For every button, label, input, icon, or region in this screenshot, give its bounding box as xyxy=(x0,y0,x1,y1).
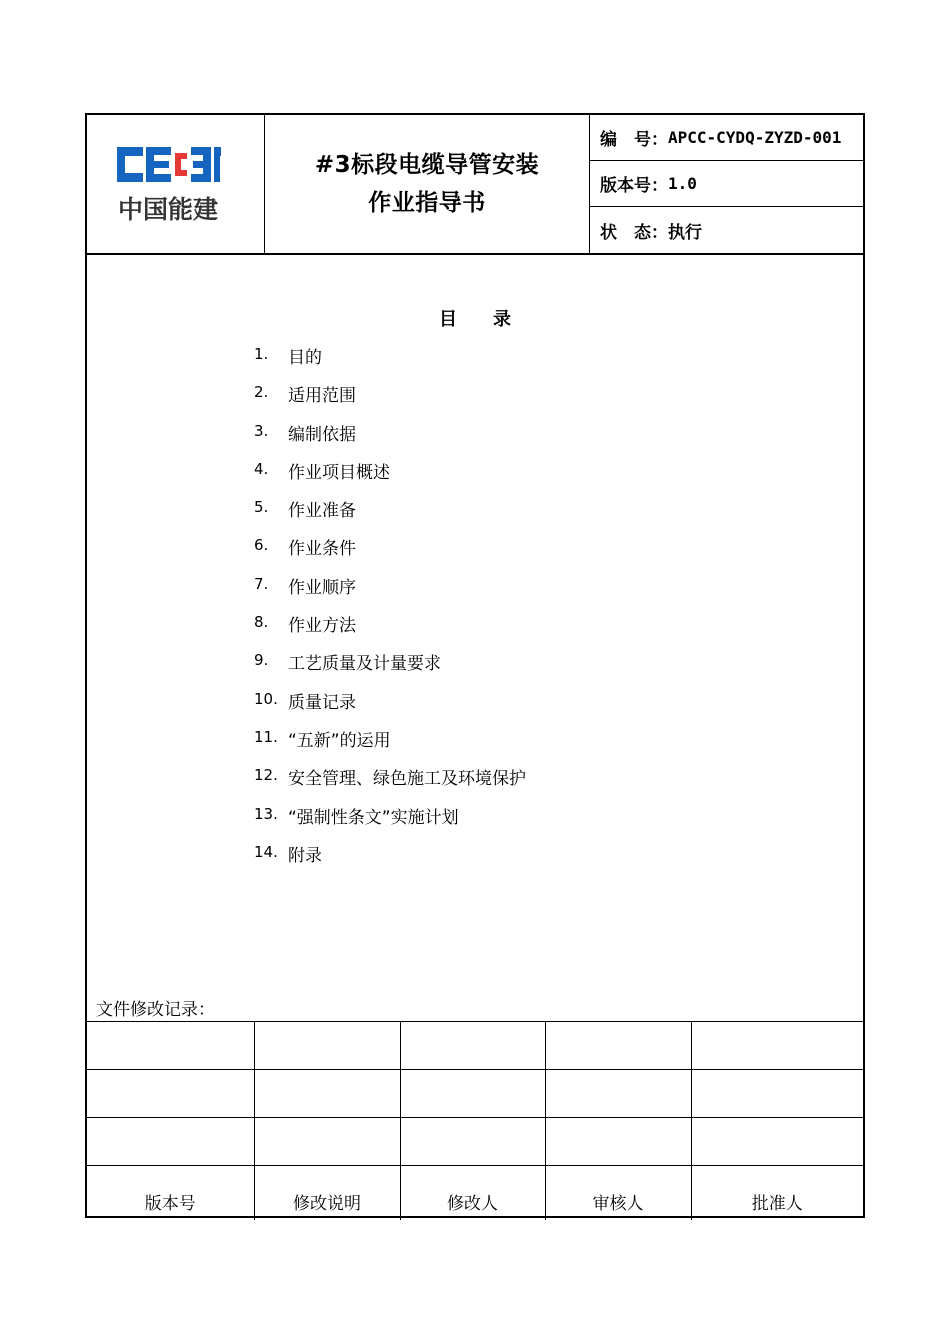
toc-item-number: 9. xyxy=(254,651,269,670)
document-header xyxy=(87,115,863,255)
toc-item-text: 质量记录 xyxy=(288,692,356,713)
toc-item-number: 14. xyxy=(254,842,278,861)
document-title-line1: #3标段电缆导管安装 xyxy=(314,152,540,178)
logo-chinese-text: 中国能建 xyxy=(117,195,219,224)
toc-item-number: 13. xyxy=(254,804,278,823)
toc-item xyxy=(254,573,526,611)
toc-item-number: 11. xyxy=(254,727,278,746)
table-cell xyxy=(691,1022,863,1070)
table-header-row xyxy=(87,1166,863,1221)
column-header-version: 版本号 xyxy=(87,1166,254,1221)
toc-item xyxy=(254,688,526,726)
toc-item-number: 7. xyxy=(254,574,269,593)
toc-item xyxy=(254,764,526,802)
document-title-line2: 作业指导书 xyxy=(368,190,486,216)
toc-item-text: 作业项目概述 xyxy=(288,462,390,483)
toc-item xyxy=(254,343,526,381)
table-cell xyxy=(400,1022,545,1070)
table-cell xyxy=(400,1118,545,1166)
document-title-cell xyxy=(265,115,590,253)
toc-item xyxy=(254,841,526,879)
revision-record-label: 文件修改记录： xyxy=(96,1000,215,1020)
status-value: 执行 xyxy=(668,222,702,243)
table-row xyxy=(87,1118,863,1166)
toc-item-number: 1. xyxy=(254,345,269,363)
column-header-modifier: 修改人 xyxy=(400,1166,545,1221)
table-cell xyxy=(254,1070,400,1118)
logo-cell xyxy=(87,115,265,253)
toc-item xyxy=(254,420,526,458)
toc-list xyxy=(254,343,526,879)
column-header-reviewer: 审核人 xyxy=(545,1166,691,1221)
toc-item xyxy=(254,534,526,572)
version-value: 1.0 xyxy=(668,174,697,193)
table-cell xyxy=(254,1022,400,1070)
table-cell xyxy=(87,1022,254,1070)
toc-item-text: “强制性条文”实施计划 xyxy=(288,807,459,828)
toc-item-text: 作业准备 xyxy=(288,501,356,522)
toc-item xyxy=(254,381,526,419)
status-row xyxy=(590,207,863,253)
table-cell xyxy=(400,1070,545,1118)
toc-item-number: 5. xyxy=(254,498,269,517)
doc-number-value: APCC-CYDQ-ZYZD-001 xyxy=(668,128,842,147)
table-cell xyxy=(691,1118,863,1166)
toc-title: 目 录 xyxy=(439,309,511,330)
toc-item-text: “五新”的运用 xyxy=(288,730,391,751)
toc-item xyxy=(254,458,526,496)
toc-item-text: 安全管理、绿色施工及环境保护 xyxy=(288,769,526,790)
table-cell xyxy=(87,1118,254,1166)
toc-item xyxy=(254,611,526,649)
document-frame xyxy=(85,113,865,1218)
toc-item-text: 适用范围 xyxy=(288,386,356,407)
toc-item-number: 4. xyxy=(254,459,269,478)
version-label: 版本号： xyxy=(600,176,668,196)
revision-record-table xyxy=(87,1021,863,1220)
table-cell xyxy=(691,1070,863,1118)
toc-item-text: 作业顺序 xyxy=(288,577,356,598)
toc-item xyxy=(254,649,526,687)
toc-item-text: 工艺质量及计量要求 xyxy=(288,654,441,675)
table-row xyxy=(87,1022,863,1070)
toc-item-number: 3. xyxy=(254,421,269,440)
table-cell xyxy=(545,1070,691,1118)
table-cell xyxy=(545,1022,691,1070)
table-row xyxy=(87,1070,863,1118)
table-cell xyxy=(545,1118,691,1166)
table-cell xyxy=(254,1118,400,1166)
toc-item-number: 10. xyxy=(254,689,278,708)
toc-item-number: 6. xyxy=(254,536,269,555)
toc-item-text: 作业方法 xyxy=(288,616,356,637)
doc-number-row xyxy=(590,115,863,161)
version-row xyxy=(590,161,863,207)
toc-item-number: 8. xyxy=(254,613,269,632)
status-label: 状 态： xyxy=(600,222,668,243)
toc-item xyxy=(254,726,526,764)
column-header-description: 修改说明 xyxy=(254,1166,400,1221)
toc-item-number: 2. xyxy=(254,383,269,402)
toc-item-text: 目的 xyxy=(288,348,322,368)
doc-number-label: 编 号： xyxy=(600,130,668,150)
ceec-logo xyxy=(87,115,264,253)
table-cell xyxy=(87,1070,254,1118)
column-header-approver: 批准人 xyxy=(691,1166,863,1221)
toc-item-text: 附录 xyxy=(288,845,322,866)
toc-item-text: 编制依据 xyxy=(288,424,356,445)
toc-item xyxy=(254,803,526,841)
document-meta-cell xyxy=(590,115,863,253)
toc-item xyxy=(254,496,526,534)
toc-item-text: 作业条件 xyxy=(288,539,356,560)
toc-item-number: 12. xyxy=(254,766,278,785)
